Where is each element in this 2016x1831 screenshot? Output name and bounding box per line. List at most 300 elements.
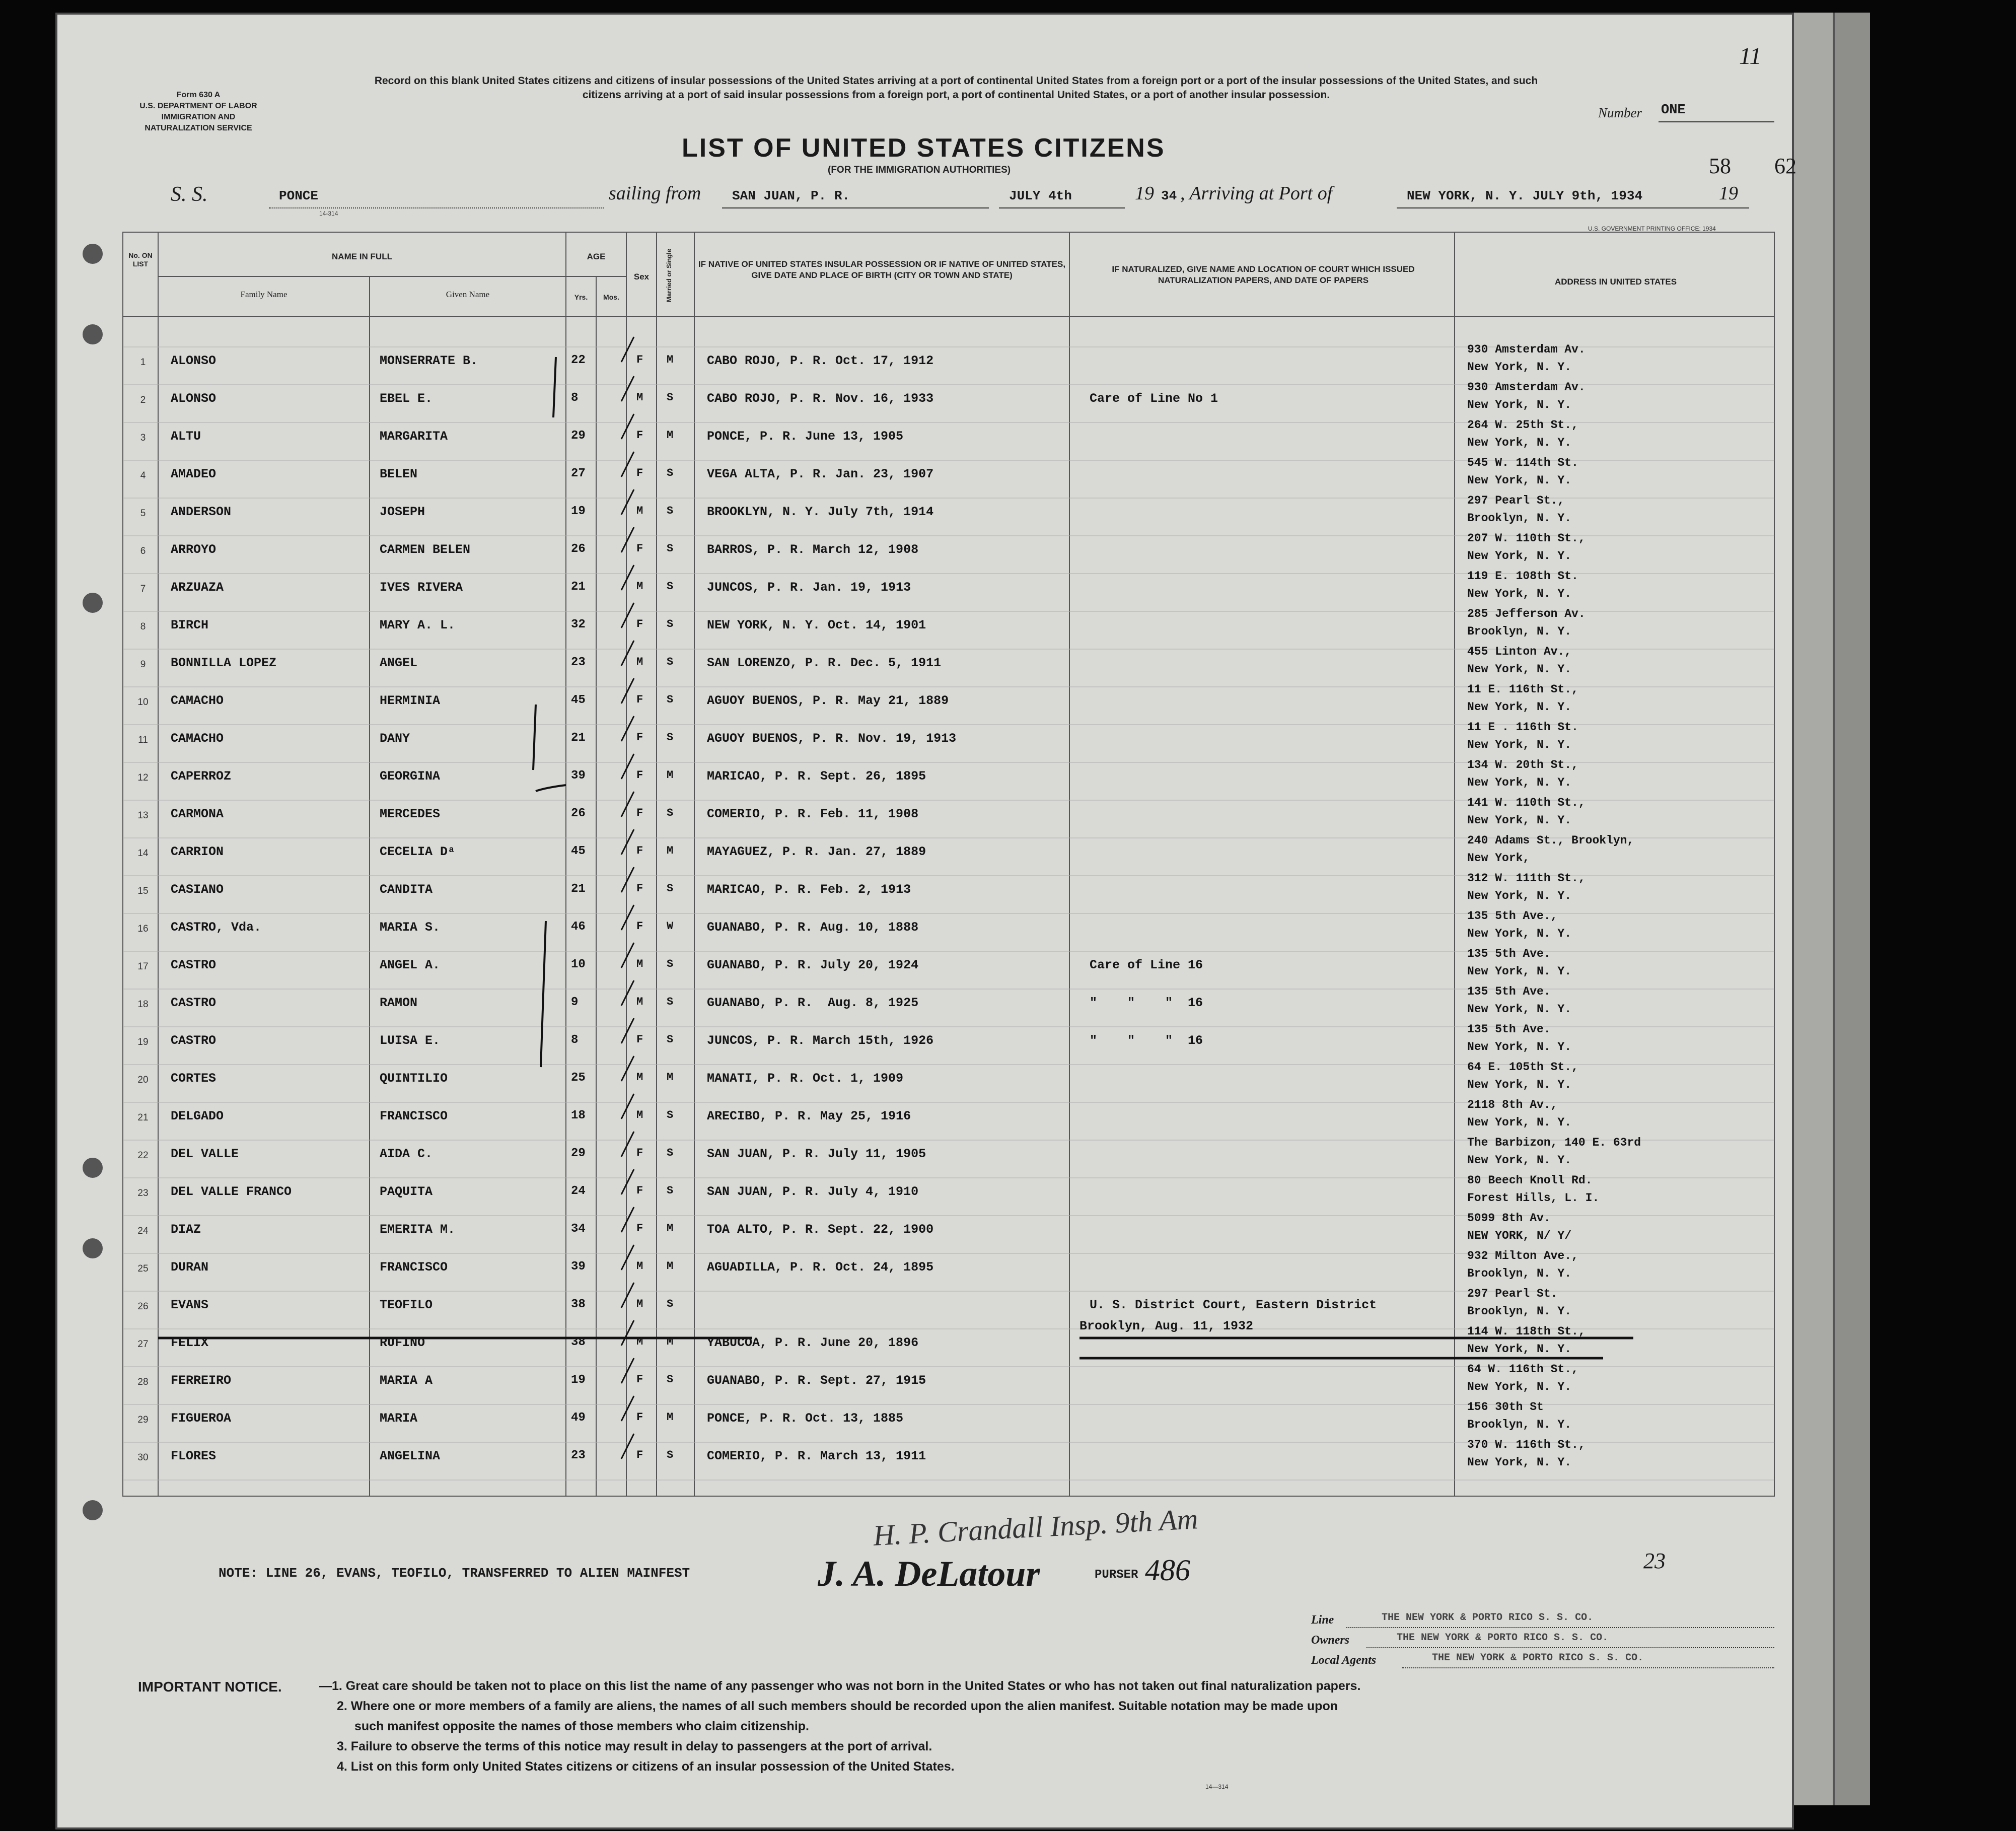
age-years: 23: [571, 1449, 586, 1462]
year-label: 19: [1135, 183, 1154, 204]
age-years: 23: [571, 656, 586, 669]
notice-item-2b: such manifest opposite the names of those members who claim citizenship.: [354, 1719, 809, 1733]
family-name: CASTRO: [171, 996, 217, 1010]
row-number: 6: [140, 546, 146, 556]
birth-place-date: SAN JUAN, P. R. July 4, 1910: [707, 1184, 919, 1199]
sex: F: [636, 920, 643, 933]
year-value: 34: [1161, 188, 1177, 203]
given-name: RUFINO: [380, 1335, 425, 1350]
family-name: EVANS: [171, 1298, 209, 1312]
given-name: IVES RIVERA: [380, 580, 463, 595]
col-age: AGE: [587, 252, 606, 261]
birth-place-date: MARICAO, P. R. Feb. 2, 1913: [707, 882, 911, 897]
birth-place-date: SAN LORENZO, P. R. Dec. 5, 1911: [707, 656, 942, 670]
family-name: CASTRO: [171, 1033, 217, 1048]
given-name: FRANCISCO: [380, 1109, 448, 1123]
agents-label: Local Agents: [1311, 1654, 1377, 1667]
row-number: 7: [140, 584, 146, 594]
address-line-1: 114 W. 118th St.,: [1467, 1325, 1586, 1338]
address-line-2: New York, N. Y.: [1467, 1343, 1572, 1356]
row-number: 5: [140, 508, 146, 519]
address-line-1: 370 W. 116th St.,: [1467, 1438, 1586, 1451]
age-years: 39: [571, 769, 586, 783]
address-line-1: 156 30th St: [1467, 1400, 1544, 1414]
page-number: 58: [1709, 154, 1731, 178]
inspector-signature: H. P. Crandall Insp. 9th Am: [872, 1502, 1199, 1552]
birth-place-date: PONCE, P. R. June 13, 1905: [707, 429, 904, 444]
address-line-2: New York, N. Y.: [1467, 1003, 1572, 1016]
address-line-1: 11 E. 116th St.,: [1467, 683, 1578, 696]
row-number: 27: [137, 1339, 149, 1350]
col-married: Married or Single: [665, 248, 673, 303]
family-name: CORTES: [171, 1071, 217, 1086]
corner-page-mark: 11: [1739, 43, 1762, 69]
age-years: 26: [571, 542, 586, 556]
birth-place-date: COMERIO, P. R. Feb. 11, 1908: [707, 807, 919, 821]
row-number: 25: [137, 1263, 149, 1274]
naturalization-2: Brooklyn, Aug. 11, 1932: [1079, 1319, 1254, 1333]
manifest-sheet: [55, 13, 1794, 1829]
given-name: MONSERRATE B.: [380, 354, 478, 368]
address-line-1: 930 Amsterdam Av.: [1467, 381, 1586, 394]
sex: F: [636, 1147, 643, 1159]
bottom-code: 14—314: [1205, 1783, 1229, 1790]
given-name: CANDITA: [380, 882, 433, 897]
owners-label: Owners: [1311, 1634, 1350, 1647]
age-years: 10: [571, 958, 586, 971]
given-name: RAMON: [380, 996, 418, 1010]
year2-label: 19: [1719, 183, 1738, 204]
age-years: 21: [571, 580, 586, 594]
row-number: 26: [137, 1301, 149, 1312]
birth-place-date: MARICAO, P. R. Sept. 26, 1895: [707, 769, 926, 784]
given-name: JOSEPH: [380, 505, 425, 519]
age-years: 39: [571, 1260, 586, 1274]
age-years: 26: [571, 807, 586, 820]
row-number: 22: [137, 1150, 149, 1161]
from-port: SAN JUAN, P. R.: [732, 188, 850, 203]
given-name: ANGELINA: [380, 1449, 441, 1463]
row-number: 4: [140, 470, 146, 481]
purser-initials: 486: [1145, 1554, 1190, 1587]
given-name: EMERITA M.: [380, 1222, 456, 1237]
address-line-1: 134 W. 20th St.,: [1467, 758, 1578, 771]
family-name: DURAN: [171, 1260, 209, 1275]
family-name: BONNILLA LOPEZ: [171, 656, 277, 670]
department-line: NATURALIZATION SERVICE: [145, 124, 252, 132]
address-line-2: Brooklyn, N. Y.: [1467, 1305, 1572, 1318]
address-line-2: NEW YORK, N/ Y/: [1467, 1229, 1572, 1242]
arriving-label: , Arriving at Port of: [1180, 183, 1333, 204]
birth-place-date: ARECIBO, P. R. May 25, 1916: [707, 1109, 911, 1123]
col-given-name: Given Name: [446, 290, 490, 299]
marital-status: S: [667, 1298, 674, 1310]
family-name: ALONSO: [171, 354, 217, 368]
family-name: FELIX: [171, 1335, 209, 1350]
family-name: FLORES: [171, 1449, 217, 1463]
agents-underline: [1402, 1667, 1774, 1668]
given-name: PAQUITA: [380, 1184, 433, 1199]
sex: F: [636, 1033, 643, 1046]
row-number: 8: [140, 621, 146, 632]
given-name: AIDA C.: [380, 1147, 433, 1161]
birth-place-date: SAN JUAN, P. R. July 11, 1905: [707, 1147, 926, 1161]
marital-status: M: [667, 429, 674, 442]
address-line-1: 455 Linton Av.,: [1467, 645, 1572, 658]
address-line-2: New York, N. Y.: [1467, 361, 1572, 374]
marital-status: M: [667, 1335, 674, 1348]
sex: F: [636, 1222, 643, 1235]
age-years: 29: [571, 1147, 586, 1160]
sex: M: [636, 1109, 643, 1121]
family-name: AMADEO: [171, 467, 217, 481]
row-number: 1: [140, 357, 146, 368]
line-value: THE NEW YORK & PORTO RICO S. S. CO.: [1382, 1612, 1594, 1624]
address-line-1: 80 Beech Knoll Rd.: [1467, 1174, 1593, 1187]
given-name: HERMINIA: [380, 693, 441, 708]
address-line-2: Brooklyn, N. Y.: [1467, 512, 1572, 525]
address-line-1: 297 Pearl St.,: [1467, 494, 1565, 507]
marital-status: S: [667, 1109, 674, 1121]
marital-status: M: [667, 354, 674, 366]
given-name: MARIA A: [380, 1373, 433, 1388]
row-number: 14: [137, 848, 149, 859]
address-line-1: 135 5th Ave.: [1467, 947, 1551, 960]
age-years: 34: [571, 1222, 586, 1236]
address-line-1: 545 W. 114th St.: [1467, 456, 1578, 469]
address-line-2: New York, N. Y.: [1467, 474, 1572, 487]
family-name: CASIANO: [171, 882, 224, 897]
birth-place-date: YABUCOA, P. R. June 20, 1896: [707, 1335, 919, 1350]
marital-status: M: [667, 769, 674, 782]
address-line-2: New York, N. Y.: [1467, 1154, 1572, 1167]
address-line-1: 119 E. 108th St.: [1467, 570, 1578, 583]
naturalization: " " " 16: [1090, 1033, 1203, 1048]
family-name: DIAZ: [171, 1222, 201, 1237]
col-no-on-list: No. ON LIST: [128, 251, 153, 268]
address-line-2: Brooklyn, N. Y.: [1467, 1267, 1572, 1280]
marital-status: S: [667, 391, 674, 404]
notice-item-3: 3. Failure to observe the terms of this notice may result in delay to passengers at the port of arrival.: [337, 1739, 932, 1753]
age-years: 27: [571, 467, 586, 480]
sex: M: [636, 656, 643, 668]
page-number-right: 62: [1774, 154, 1796, 178]
row-number: 12: [137, 772, 149, 783]
given-name: MERCEDES: [380, 807, 441, 821]
notice-item-1: —1. Great care should be taken not to place on this list the name of any passenger who was not born in the United States or who has not taken out final naturalization papers.: [319, 1679, 1361, 1693]
address-line-2: Brooklyn, N. Y.: [1467, 625, 1572, 638]
birth-place-date: AGUOY BUENOS, P. R. May 21, 1889: [707, 693, 949, 708]
age-years: 19: [571, 1373, 586, 1387]
address-line-2: New York, N. Y.: [1467, 889, 1572, 902]
address-line-2: New York, N. Y.: [1467, 1116, 1572, 1129]
number-value: ONE: [1661, 103, 1686, 118]
marital-status: S: [667, 618, 674, 630]
transfer-note: NOTE: LINE 26, EVANS, TEOFILO, TRANSFERRED TO ALIEN MAINFEST: [219, 1566, 690, 1581]
given-name: BELEN: [380, 467, 418, 481]
row-number: 28: [137, 1377, 149, 1387]
row-number: 30: [137, 1452, 149, 1463]
sex: F: [636, 1449, 643, 1461]
row-number: 15: [137, 886, 149, 896]
family-name: CAMACHO: [171, 693, 224, 708]
birth-place-date: JUNCOS, P. R. Jan. 19, 1913: [707, 580, 911, 595]
notice-title: IMPORTANT NOTICE.: [138, 1679, 282, 1695]
row-number: 11: [138, 735, 148, 745]
row-number: 18: [137, 999, 149, 1010]
given-name: LUISA E.: [380, 1033, 441, 1048]
sex: F: [636, 807, 643, 819]
age-years: 45: [571, 693, 586, 707]
sex: F: [636, 542, 643, 555]
birth-place-date: AGUADILLA, P. R. Oct. 24, 1895: [707, 1260, 934, 1275]
address-line-1: 64 W. 116th St.,: [1467, 1363, 1578, 1376]
row-number: 17: [137, 961, 149, 972]
marital-status: M: [667, 1411, 674, 1424]
arrival-port-date: NEW YORK, N. Y. JULY 9th, 1934: [1407, 188, 1643, 203]
sex: F: [636, 731, 643, 744]
age-years: 45: [571, 844, 586, 858]
address-line-1: 11 E . 116th St.: [1467, 721, 1578, 734]
given-name: FRANCISCO: [380, 1260, 448, 1275]
notice-item-4: 4. List on this form only United States citizens or citizens of an insular possession of the United States.: [337, 1759, 955, 1774]
given-name: TEOFILO: [380, 1298, 433, 1312]
given-name: MARY A. L.: [380, 618, 456, 632]
marital-status: M: [667, 1222, 674, 1235]
age-years: 22: [571, 354, 586, 367]
age-years: 29: [571, 429, 586, 443]
marital-status: S: [667, 1033, 674, 1046]
birth-place-date: TOA ALTO, P. R. Sept. 22, 1900: [707, 1222, 934, 1237]
naturalization: Care of Line 16: [1090, 958, 1203, 972]
address-line-1: 135 5th Ave.: [1467, 1023, 1551, 1036]
marital-status: S: [667, 580, 674, 593]
age-years: 25: [571, 1071, 586, 1085]
marital-status: S: [667, 996, 674, 1008]
col-name-in-full: NAME IN FULL: [332, 252, 392, 261]
marital-status: S: [667, 1147, 674, 1159]
age-years: 38: [571, 1335, 586, 1349]
birth-place-date: GUANABO, P. R. Aug. 10, 1888: [707, 920, 919, 935]
sex: F: [636, 769, 643, 782]
department-line: U.S. DEPARTMENT OF LABOR: [139, 102, 257, 110]
address-line-1: 312 W. 111th St.,: [1467, 872, 1586, 885]
row-number: 20: [137, 1075, 149, 1085]
family-name: DEL VALLE FRANCO: [171, 1184, 292, 1199]
marital-status: S: [667, 958, 674, 970]
row-number: 13: [137, 810, 149, 821]
given-name: ANGEL A.: [380, 958, 441, 972]
col-sex: Sex: [633, 272, 650, 281]
row-number: 2: [140, 395, 146, 405]
given-name: ANGEL: [380, 656, 418, 670]
marital-status: S: [667, 693, 674, 706]
birth-place-date: CABO ROJO, P. R. Nov. 16, 1933: [707, 391, 934, 406]
address-line-2: New York, N. Y.: [1467, 587, 1572, 600]
family-name: DEL VALLE: [171, 1147, 239, 1161]
address-line-1: 135 5th Ave.,: [1467, 909, 1558, 923]
family-name: DELGADO: [171, 1109, 224, 1123]
sex: M: [636, 580, 643, 593]
marital-status: S: [667, 1373, 674, 1386]
address-line-2: New York, N. Y.: [1467, 663, 1572, 676]
given-name: CECELIA Dᵃ: [380, 844, 456, 859]
birth-place-date: VEGA ALTA, P. R. Jan. 23, 1907: [707, 467, 934, 481]
birth-place-date: COMERIO, P. R. March 13, 1911: [707, 1449, 926, 1463]
birth-place-date: GUANABO, P. R. Sept. 27, 1915: [707, 1373, 926, 1388]
birth-place-date: NEW YORK, N. Y. Oct. 14, 1901: [707, 618, 926, 632]
sex: M: [636, 996, 643, 1008]
given-name: GEORGINA: [380, 769, 441, 784]
marital-status: S: [667, 505, 674, 517]
margin-mark: 23: [1643, 1548, 1666, 1573]
page-title: LIST OF UNITED STATES CITIZENS: [682, 133, 1166, 163]
row-number: 29: [137, 1415, 149, 1425]
sex: F: [636, 1411, 643, 1424]
address-line-2: New York, N. Y.: [1467, 700, 1572, 714]
age-years: 8: [571, 1033, 579, 1047]
age-years: 9: [571, 996, 579, 1009]
row-number: 21: [137, 1112, 149, 1123]
address-line-1: The Barbizon, 140 E. 63rd: [1467, 1136, 1641, 1149]
age-years: 21: [571, 882, 586, 896]
line-label: Line: [1311, 1613, 1334, 1627]
birth-place-date: CABO ROJO, P. R. Oct. 17, 1912: [707, 354, 934, 368]
birth-place-date: BROOKLYN, N. Y. July 7th, 1914: [707, 505, 934, 519]
address-line-1: 285 Jefferson Av.: [1467, 607, 1586, 620]
col-family-name: Family Name: [240, 290, 287, 299]
marital-status: S: [667, 1449, 674, 1461]
sex: F: [636, 882, 643, 895]
address-line-1: 240 Adams St., Brooklyn,: [1467, 834, 1634, 847]
form-code: 14-314: [319, 210, 338, 217]
family-name: CARMONA: [171, 807, 224, 821]
sex: M: [636, 1260, 643, 1273]
col-address: ADDRESS IN UNITED STATES: [1554, 277, 1677, 287]
sex: F: [636, 618, 643, 630]
address-line-2: New York, N. Y.: [1467, 436, 1572, 449]
age-years: 38: [571, 1298, 586, 1311]
age-years: 46: [571, 920, 586, 934]
number-label: Number: [1598, 105, 1642, 120]
given-name: MARGARITA: [380, 429, 448, 444]
family-name: FIGUEROA: [171, 1411, 232, 1426]
birth-place-date: AGUOY BUENOS, P. R. Nov. 19, 1913: [707, 731, 957, 746]
sex: M: [636, 1071, 643, 1084]
birth-place-date: MAYAGUEZ, P. R. Jan. 27, 1889: [707, 844, 926, 859]
family-name: CAPERROZ: [171, 769, 232, 784]
sex: F: [636, 1184, 643, 1197]
marital-status: S: [667, 807, 674, 819]
birth-place-date: JUNCOS, P. R. March 15th, 1926: [707, 1033, 934, 1048]
address-line-2: New York, N. Y.: [1467, 1040, 1572, 1053]
address-line-1: 297 Pearl St.: [1467, 1287, 1558, 1300]
family-name: ARZUAZA: [171, 580, 224, 595]
address-line-1: 930 Amsterdam Av.: [1467, 343, 1586, 356]
row-number: 23: [137, 1188, 149, 1199]
given-name: QUINTILIO: [380, 1071, 448, 1086]
row-number: 19: [137, 1037, 149, 1047]
given-name: DANY: [380, 731, 410, 746]
address-line-2: New York, N. Y.: [1467, 738, 1572, 751]
given-name: EBEL E.: [380, 391, 433, 406]
address-line-2: New York,: [1467, 852, 1530, 865]
naturalization: Care of Line No 1: [1090, 391, 1218, 406]
family-name: ALTU: [171, 429, 201, 444]
marital-status: S: [667, 542, 674, 555]
notice-item-2: 2. Where one or more members of a family are aliens, the names of all such members should be recorded upon the alien manifest. Suitable notation may be made upon: [337, 1699, 1338, 1713]
row-number: 10: [137, 697, 149, 708]
row-number: 24: [137, 1226, 149, 1236]
marital-status: S: [667, 731, 674, 744]
age-years: 8: [571, 391, 579, 405]
sex: F: [636, 1373, 643, 1386]
birth-place-date: PONCE, P. R. Oct. 13, 1885: [707, 1411, 904, 1426]
marital-status: M: [667, 844, 674, 857]
address-line-2: New York, N. Y.: [1467, 776, 1572, 789]
owners-underline: [1366, 1647, 1774, 1648]
family-name: BIRCH: [171, 618, 209, 632]
age-years: 18: [571, 1109, 586, 1122]
family-name: ANDERSON: [171, 505, 232, 519]
age-years: 19: [571, 505, 586, 518]
birth-place-date: BARROS, P. R. March 12, 1908: [707, 542, 919, 557]
age-years: 49: [571, 1411, 586, 1425]
family-name: CASTRO: [171, 958, 217, 972]
col-mos: Mos.: [603, 293, 619, 301]
col-naturalized: IF NATURALIZED, GIVE NAME AND LOCATION OF COURT WHICH ISSUED NATURALIZATION PAPERS, AND DATE OF PAPERS: [1112, 264, 1415, 285]
sex: M: [636, 958, 643, 970]
age-years: 24: [571, 1184, 586, 1198]
address-line-2: New York, N. Y.: [1467, 965, 1572, 978]
age-years: 21: [571, 731, 586, 745]
page-subtitle: (FOR THE IMMIGRATION AUTHORITIES): [828, 165, 1011, 175]
purser-signature: J. A. DeLatour: [818, 1554, 1040, 1594]
sailing-date: JULY 4th: [1009, 188, 1072, 203]
family-name: ARROYO: [171, 542, 217, 557]
sex: M: [636, 391, 643, 404]
row-number: 16: [137, 924, 149, 934]
marital-status: M: [667, 1260, 674, 1273]
age-years: 32: [571, 618, 586, 631]
given-name: MARIA: [380, 1411, 418, 1426]
marital-status: W: [667, 920, 674, 933]
naturalization: " " " 16: [1090, 996, 1203, 1010]
address-line-1: 932 Milton Ave.,: [1467, 1249, 1578, 1262]
record-instructions: Record on this blank United States citizens and citizens of insular possessions of the United States arriving at a port of continental United States from a foreign port or a port of the insular possessions of the United States, and such citizens arriving at a port of said insular possessions from a foreign port, a port of continental United States, or a port of another insular possession.: [374, 75, 1538, 101]
marital-status: S: [667, 467, 674, 479]
purser-label: PURSER: [1095, 1568, 1138, 1582]
address-line-1: 135 5th Ave.: [1467, 985, 1551, 998]
address-line-1: 5099 8th Av.: [1467, 1212, 1551, 1225]
family-name: ALONSO: [171, 391, 217, 406]
sex: M: [636, 1298, 643, 1310]
address-line-2: New York, N. Y.: [1467, 549, 1572, 562]
sex: F: [636, 354, 643, 366]
line-underline: [1346, 1627, 1774, 1628]
department-line: IMMIGRATION AND: [161, 113, 236, 121]
family-name: CARRION: [171, 844, 224, 859]
marital-status: S: [667, 1184, 674, 1197]
sex: F: [636, 429, 643, 442]
birth-place-date: MANATI, P. R. Oct. 1, 1909: [707, 1071, 904, 1086]
col-yrs: Yrs.: [574, 293, 588, 301]
marital-status: S: [667, 656, 674, 668]
address-line-1: 141 W. 110th St.,: [1467, 796, 1586, 809]
given-name: CARMEN BELEN: [380, 542, 471, 557]
family-name: CAMACHO: [171, 731, 224, 746]
address-line-2: New York, N. Y.: [1467, 398, 1572, 411]
